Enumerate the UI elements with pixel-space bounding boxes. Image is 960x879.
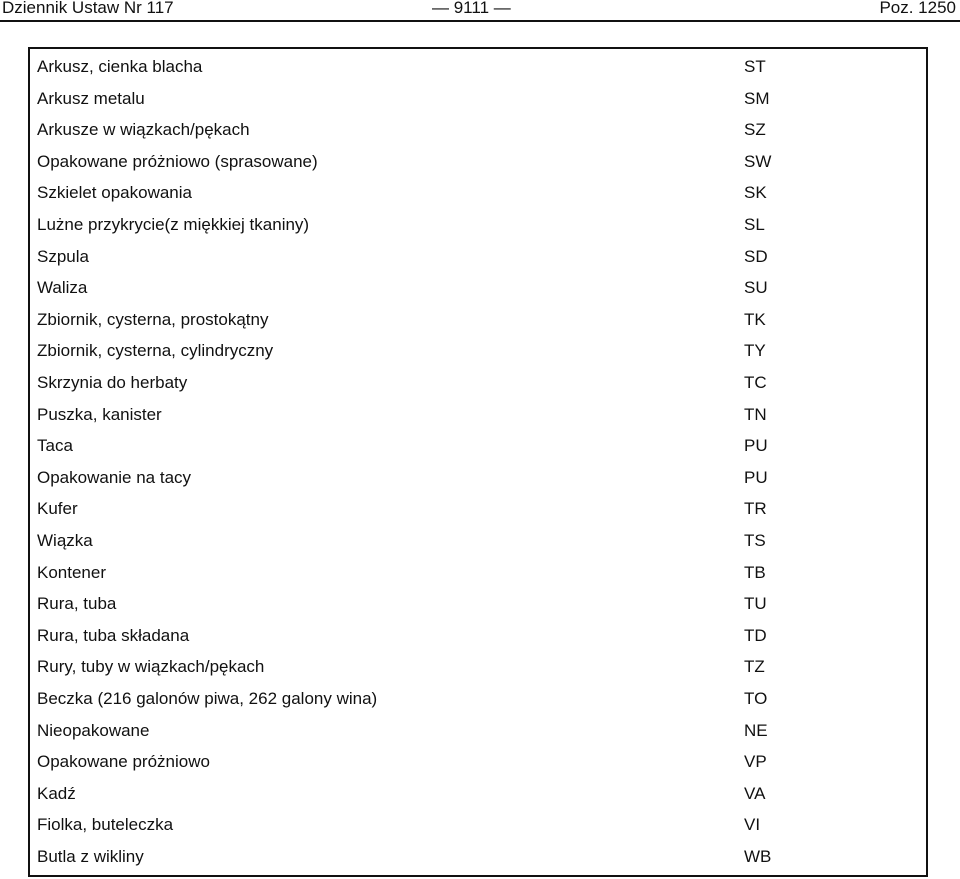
table-row — [30, 304, 926, 335]
packaging-label: Arkusz, cienka blacha — [37, 57, 203, 76]
page-number: — 9111 — — [432, 0, 511, 17]
packaging-code: TR — [744, 499, 767, 519]
packaging-code: SL — [744, 215, 765, 234]
packaging-code: SM — [744, 88, 770, 108]
table-row — [30, 272, 926, 303]
packaging-label: Kontener — [37, 562, 106, 582]
packaging-label: Rury, tuby w wiązkach/pękach — [37, 657, 265, 677]
packaging-label: Nieopakowane — [37, 720, 150, 740]
packaging-label: Kufer — [37, 499, 78, 519]
packaging-code: SW — [744, 151, 772, 171]
packaging-code: VA — [744, 783, 766, 803]
packaging-label: Opakowanie na tacy — [37, 467, 192, 487]
table-row — [30, 83, 926, 114]
packaging-code-table — [28, 47, 928, 877]
packaging-code: NE — [744, 720, 768, 740]
packaging-code: TS — [744, 531, 766, 550]
packaging-code: ST — [744, 57, 766, 76]
packaging-label: Skrzynia do herbaty — [37, 373, 188, 392]
table-row — [30, 809, 926, 840]
packaging-label: Opakowane próżniowo (sprasowane) — [37, 151, 318, 171]
table-row — [30, 683, 926, 714]
packaging-code: TC — [744, 373, 767, 392]
header-divider — [0, 20, 960, 22]
packaging-label: Lużne przykrycie(z miękkiej tkaniny) — [37, 215, 310, 234]
packaging-label: Puszka, kanister — [37, 404, 162, 424]
packaging-label: Arkusz metalu — [37, 88, 145, 108]
table-row — [30, 399, 926, 430]
packaging-label: Zbiornik, cysterna, cylindryczny — [37, 341, 274, 361]
packaging-code: SK — [744, 183, 767, 203]
packaging-label: Beczka (216 galonów piwa, 262 galony wina) — [37, 689, 378, 708]
table-row — [30, 114, 926, 145]
journal-title: Dziennik Ustaw Nr 117 — [2, 0, 174, 17]
packaging-label: Opakowane próżniowo — [37, 752, 210, 772]
table-row — [30, 557, 926, 588]
table-row — [30, 51, 926, 82]
packaging-label: Wiązka — [37, 531, 93, 550]
packaging-code: TK — [744, 309, 766, 329]
packaging-code: PU — [744, 467, 768, 487]
packaging-code: SU — [744, 278, 768, 298]
table-row — [30, 430, 926, 461]
page-header — [0, 0, 960, 22]
packaging-label: Kadź — [37, 783, 76, 803]
packaging-label: Fiolka, buteleczka — [37, 815, 174, 835]
table-row — [30, 335, 926, 366]
packaging-label: Szkielet opakowania — [37, 183, 192, 203]
table-row — [30, 841, 926, 872]
packaging-code: PU — [744, 436, 768, 456]
table-row — [30, 715, 926, 746]
packaging-code: TY — [744, 341, 766, 361]
table-row — [30, 778, 926, 809]
table-row — [30, 620, 926, 651]
position-number: Poz. 1250 — [879, 0, 956, 17]
table-row — [30, 146, 926, 177]
packaging-label: Taca — [37, 436, 73, 456]
packaging-label: Szpula — [37, 246, 89, 266]
table-row — [30, 177, 926, 208]
packaging-code: TN — [744, 404, 767, 424]
table-row — [30, 493, 926, 524]
packaging-code: TU — [744, 594, 767, 614]
packaging-code: TD — [744, 625, 767, 645]
table-row — [30, 588, 926, 619]
packaging-code: VP — [744, 752, 767, 772]
packaging-label: Rura, tuba składana — [37, 625, 190, 645]
table-row — [30, 367, 926, 398]
table-row — [30, 525, 926, 556]
packaging-code: SD — [744, 246, 768, 266]
table-row — [30, 746, 926, 777]
table-row — [30, 241, 926, 272]
packaging-code: TB — [744, 562, 766, 582]
packaging-label: Arkusze w wiązkach/pękach — [37, 120, 250, 140]
table-row — [30, 651, 926, 682]
packaging-label: Rura, tuba — [37, 594, 117, 614]
packaging-code: VI — [744, 815, 761, 835]
packaging-label: Waliza — [37, 278, 88, 298]
packaging-code: SZ — [744, 120, 766, 140]
packaging-code: WB — [744, 847, 772, 866]
table-row — [30, 462, 926, 493]
packaging-label: Butla z wikliny — [37, 847, 144, 866]
packaging-code: TZ — [744, 657, 765, 677]
table-row — [30, 209, 926, 240]
packaging-code: TO — [744, 689, 768, 708]
packaging-label: Zbiornik, cysterna, prostokątny — [37, 309, 269, 329]
